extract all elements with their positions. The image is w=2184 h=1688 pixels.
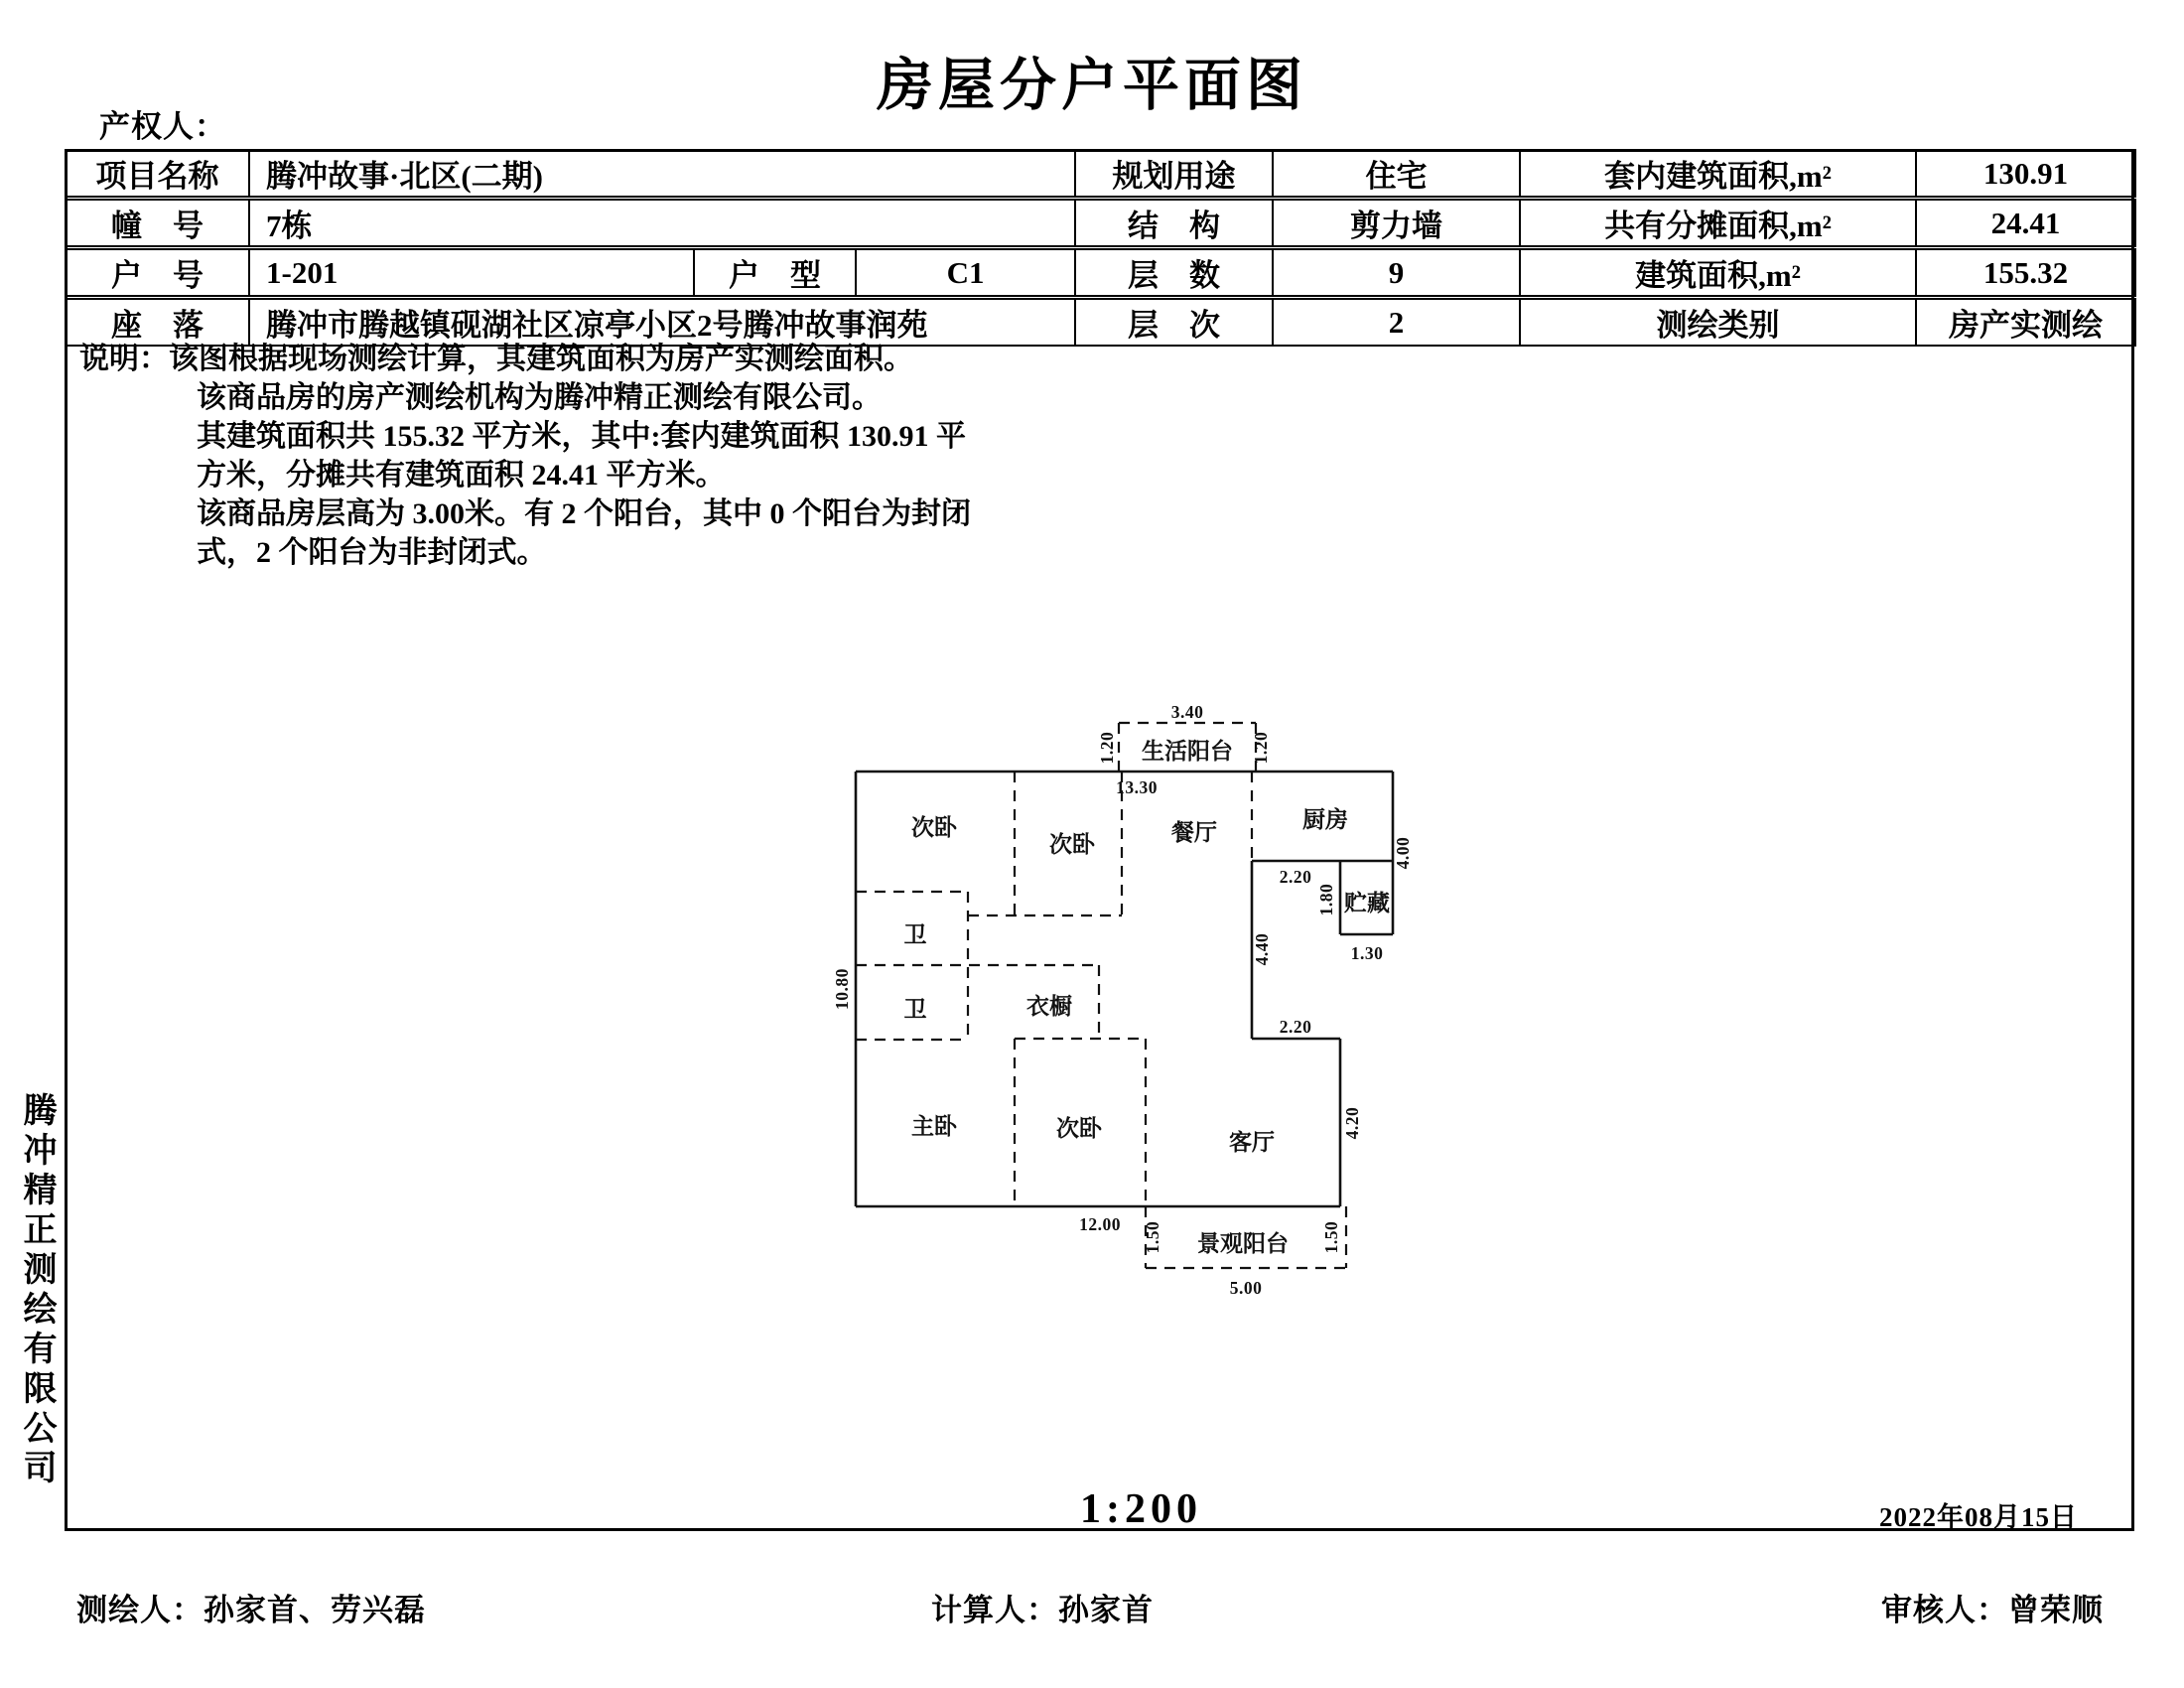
- room-label-bath-lower: 卫: [903, 997, 927, 1022]
- survey-type-label: 测绘类别: [1520, 298, 1916, 347]
- owner-label: 产权人：: [99, 109, 226, 144]
- dim-notch-width: 2.20: [1279, 1017, 1312, 1037]
- building-no-value: 7栋: [249, 199, 1075, 248]
- building-no-label: 幢 号: [66, 199, 249, 248]
- project-name-value: 腾冲故事·北区(二期): [249, 150, 1075, 199]
- unit-type-label: 户 型: [694, 248, 856, 298]
- note-line: 其建筑面积共 155.32 平方米，其中:套内建筑面积 130.91 平: [197, 420, 966, 453]
- room-label-service-balcony: 生活阳台: [1142, 739, 1233, 764]
- inner-area-value: 130.91: [1916, 150, 2135, 199]
- dim-view-balcony-depth-left: 1.50: [1143, 1220, 1162, 1254]
- drawing-scale: 1:200: [1080, 1486, 1202, 1532]
- room-label-wardrobe: 衣橱: [1026, 994, 1072, 1019]
- floors-label: 层 数: [1075, 248, 1273, 298]
- structure-value: 剪力墙: [1273, 199, 1520, 248]
- room-label-kitchen: 厨房: [1302, 807, 1348, 832]
- structure-label: 结 构: [1075, 199, 1273, 248]
- dim-top-balcony-depth-right: 1.20: [1251, 731, 1271, 765]
- note-line: 该商品房层高为 3.00米。有 2 个阳台，其中 0 个阳台为封闭: [197, 497, 971, 530]
- dim-top-balcony-depth-left: 1.20: [1097, 731, 1117, 765]
- planned-use-label: 规划用途: [1075, 150, 1273, 199]
- shared-area-value: 24.41: [1916, 199, 2135, 248]
- level-value: 2: [1273, 298, 1520, 347]
- shared-area-label: 共有分摊面积,m²: [1520, 199, 1916, 248]
- note-line: 式，2 个阳台为非封闭式。: [197, 536, 547, 569]
- unit-type-value: C1: [856, 248, 1075, 298]
- room-label-bath-upper: 卫: [903, 922, 927, 947]
- project-name-label: 项目名称: [66, 150, 249, 199]
- room-label-dining: 餐厅: [1171, 820, 1217, 845]
- unit-no-label: 户 号: [66, 248, 249, 298]
- room-labels: [904, 738, 1391, 1256]
- location-label: 座 落: [66, 298, 249, 347]
- level-label: 层 次: [1075, 298, 1273, 347]
- surveyor-signature: 测绘人：孙家首、劳兴磊: [76, 1593, 426, 1627]
- dim-kitchen-right-height: 4.00: [1393, 836, 1413, 870]
- dim-left-height: 10.80: [832, 968, 852, 1010]
- room-label-master-bedroom: 主卧: [911, 1114, 957, 1139]
- dim-living-right-height: 4.20: [1342, 1106, 1362, 1140]
- note-line: 方米，分摊共有建筑面积 24.41 平方米。: [197, 459, 726, 492]
- floors-value: 9: [1273, 248, 1520, 298]
- page-title: 房屋分户平面图: [877, 55, 1307, 117]
- note-line: 该商品房的房产测绘机构为腾冲精正测绘有限公司。: [197, 381, 882, 414]
- inner-area-label: 套内建筑面积,m²: [1520, 150, 1916, 199]
- planned-use-value: 住宅: [1273, 150, 1520, 199]
- room-label-view-balcony: 景观阳台: [1197, 1231, 1289, 1256]
- gross-area-label: 建筑面积,m²: [1520, 248, 1916, 298]
- calculator-signature: 计算人：孙家首: [931, 1593, 1154, 1627]
- company-name-vertical: 腾冲精正测绘有限公司: [18, 1092, 55, 1489]
- location-value: 腾冲市腾越镇砚湖社区凉亭小区2号腾冲故事润苑: [249, 298, 1075, 347]
- room-label-bedroom-top-mid: 次卧: [1049, 832, 1095, 857]
- room-label-storage: 贮藏: [1344, 891, 1390, 915]
- dim-kitchen-bottom-width: 2.20: [1279, 867, 1312, 887]
- dim-notch-height: 4.40: [1252, 932, 1272, 966]
- room-label-bedroom-top-left: 次卧: [911, 815, 957, 840]
- note-line: 说明：该图根据现场测绘计算，其建筑面积为房产实测绘面积。: [79, 343, 913, 375]
- survey-type-value: 房产实测绘: [1916, 298, 2135, 347]
- survey-date: 2022年08月15日: [1879, 1502, 2078, 1532]
- dim-top-width: 13.30: [1116, 777, 1158, 797]
- dim-storage-height: 1.80: [1316, 883, 1336, 916]
- room-label-living: 客厅: [1229, 1130, 1275, 1155]
- reviewer-signature: 审核人：曾荣顺: [1881, 1593, 2104, 1627]
- dim-view-balcony-depth-right: 1.50: [1321, 1220, 1341, 1254]
- dim-top-balcony-width: 3.40: [1170, 702, 1204, 722]
- dim-view-balcony-width: 5.00: [1229, 1278, 1263, 1298]
- gross-area-value: 155.32: [1916, 248, 2135, 298]
- room-label-bedroom-bottom: 次卧: [1056, 1116, 1102, 1141]
- dim-storage-width: 1.30: [1350, 943, 1384, 963]
- dim-bottom-width: 12.00: [1079, 1214, 1121, 1234]
- partitions: [856, 723, 1346, 1268]
- unit-no-value: 1-201: [249, 248, 694, 298]
